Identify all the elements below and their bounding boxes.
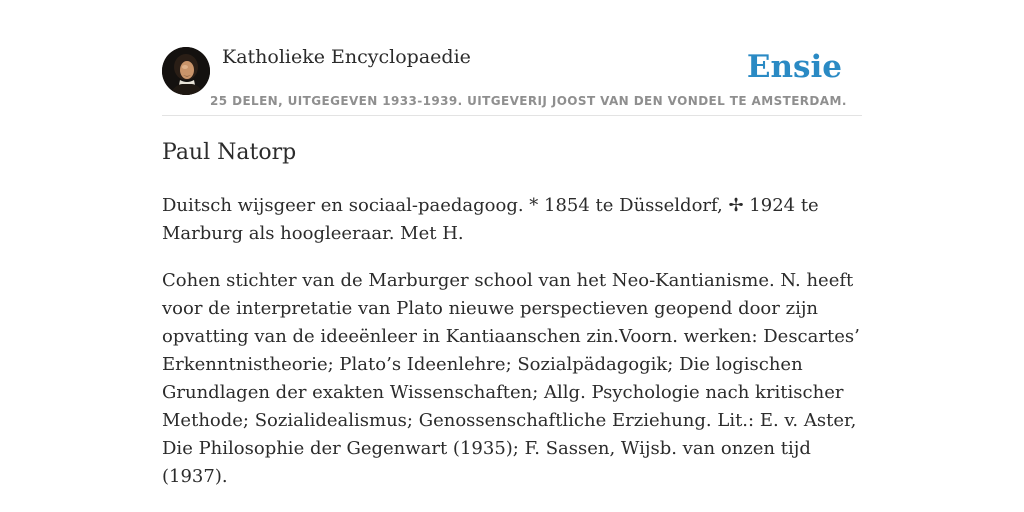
source-subtitle: 25 DELEN, UITGEGEVEN 1933-1939. UITGEVERIJ JOOST VAN DEN VONDEL TE AMSTERDAM. (210, 94, 847, 108)
source-header (162, 44, 862, 116)
portrait-icon (162, 47, 210, 95)
entry-title: Paul Natorp (162, 140, 297, 165)
brand-logo[interactable]: Ensie (746, 49, 842, 85)
entry-paragraph: Duitsch wijsgeer en sociaal-paedagoog. * 1854 te Düsseldorf, ✢ 1924 te Marburg als hoogleeraar. Met H. (162, 195, 819, 244)
source-avatar[interactable] (162, 47, 210, 95)
source-title[interactable]: Katholieke Encyclopaedie (222, 46, 471, 68)
entry-paragraph: Cohen stichter van de Marburger school van het Neo-Kantianisme. N. heeft voor de interpretatie van Plato nieuwe perspectieven geopend door zijn opvatting van de ideeënleer in Kantiaanschen zin.Voorn. werken: Descartes’ Erkenntnistheorie; Plato’s Ideenlehre; Sozialpädagogik; Die logischen Grundlagen der exakten Wissenschaften; Allg. Psychologie nach kritischer Methode; Sozialidealismus; Genossenschaftliche Erziehung. Lit.: E. v. Aster, Die Philosophie der Gegenwart (1935); F. Sassen, Wijsb. van onzen tijd (1937). (162, 270, 860, 487)
